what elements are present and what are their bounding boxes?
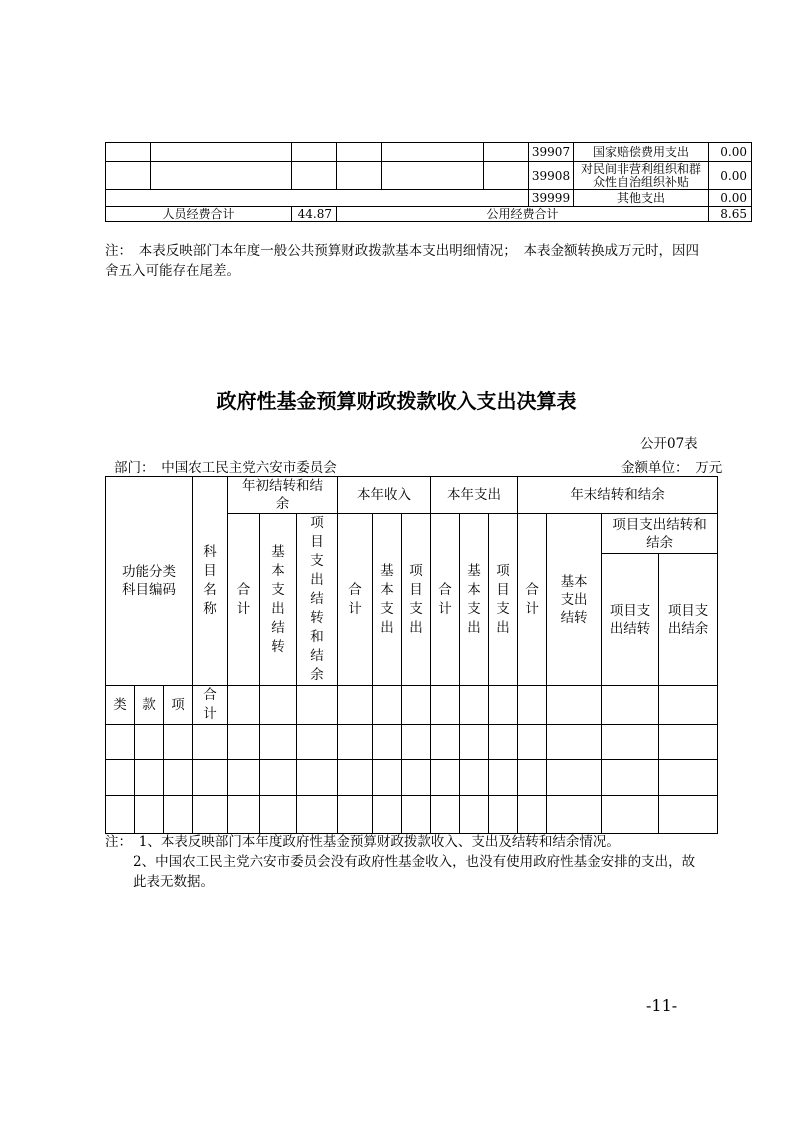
government-fund-table [105, 476, 718, 834]
table-row [106, 190, 752, 207]
income-total-header: 合计 [338, 514, 373, 686]
header-line: 科目编码 [122, 582, 176, 598]
expense-total-header: 合计 [431, 514, 460, 686]
heji-header: 合计 [193, 686, 228, 725]
note-line: 注： 1、本表反映部门本年度政府性基金预算财政拨款收入、支出及结转和结余情况。 [105, 834, 620, 850]
begin-basic-header: 基本支出结转 [260, 514, 297, 686]
public-total-value: 8.65 [709, 207, 752, 222]
end-project-balance-header [659, 554, 718, 686]
unit-label: 金额单位： 万元 [621, 460, 723, 476]
header-line: 年初结转和结 [242, 478, 324, 494]
note-line: 注： 本表反映部门本年度一般公共预算财政拨款基本支出明细情况； 本表金额转换成万元时，因四 [105, 243, 699, 259]
form-number: 公开07表 [640, 436, 698, 452]
table-row [106, 760, 718, 796]
header-line: 功能分类 [122, 564, 176, 580]
header-row-4 [106, 686, 718, 725]
page-number: -11- [646, 996, 678, 1015]
basic-expenditure-table-continued [105, 142, 752, 222]
table-cell: 0.00 [709, 143, 752, 162]
begin-carry-header [228, 477, 338, 514]
end-carry-header: 年末结转和结余 [518, 477, 718, 514]
income-basic-header: 基本支出 [373, 514, 402, 686]
kuan-header: 款 [135, 686, 164, 725]
lei-header: 类 [106, 686, 135, 725]
table-row [106, 796, 718, 834]
expense-basic-header: 基本支出 [460, 514, 489, 686]
end-project-header [602, 514, 718, 554]
header-line: 支出 [560, 591, 588, 608]
totals-row [106, 207, 752, 222]
cell-line: 众性自治组织补贴 [592, 174, 689, 189]
func-code-header [106, 477, 193, 686]
begin-total-header: 合计 [228, 514, 260, 686]
personnel-total-label: 人员经费合计 [106, 207, 292, 222]
begin-project-header: 项目支出结转和结余 [297, 514, 338, 686]
table-cell: 39908 [529, 162, 574, 190]
page-title: 政府性基金预算财政拨款收入支出决算表 [216, 389, 577, 413]
note-line: 此表无数据。 [133, 874, 214, 890]
expense-header: 本年支出 [431, 477, 518, 514]
table-row [106, 143, 752, 162]
note-1 [105, 241, 699, 281]
header-line: 结余 [646, 534, 674, 551]
end-project-carry-header [602, 554, 659, 686]
table-cell [574, 162, 709, 190]
note-line: 2、中国农工民主党六安市委员会没有政府性基金收入，也没有使用政府性基金安排的支出，故 [133, 854, 696, 870]
personnel-total-value: 44.87 [292, 207, 337, 222]
header-line: 结转 [560, 609, 588, 626]
table-row [106, 725, 718, 760]
note-2 [105, 832, 695, 892]
header-row-1 [106, 477, 718, 514]
department-label: 部门： 中国农工民主党六安市委员会 [114, 460, 337, 476]
header-line: 出结余 [667, 620, 709, 637]
table-cell: 39907 [529, 143, 574, 162]
expense-project-header: 项目支出 [489, 514, 518, 686]
table-cell: 其他支出 [574, 190, 709, 207]
header-line: 项目支 [609, 602, 651, 619]
xiang-header: 项 [164, 686, 193, 725]
cell-line: 对民间非营利组织和群 [580, 161, 701, 176]
note-line: 舍五入可能存在尾差。 [105, 263, 240, 279]
table-cell: 国家赔偿费用支出 [574, 143, 709, 162]
end-total-header: 合计 [518, 514, 547, 686]
subject-name-header: 科目名称 [193, 477, 228, 686]
header-line: 出结转 [609, 620, 651, 637]
income-project-header: 项目支出 [402, 514, 431, 686]
income-header: 本年收入 [338, 477, 431, 514]
header-line: 基本 [560, 573, 588, 590]
end-basic-header [547, 514, 602, 686]
header-line: 项目支 [667, 602, 709, 619]
table-row [106, 162, 752, 190]
table-cell: 0.00 [709, 162, 752, 190]
table-cell: 39999 [529, 190, 574, 207]
table-cell: 0.00 [709, 190, 752, 207]
header-line: 余 [275, 496, 290, 512]
header-line: 项目支出结转和 [612, 516, 707, 533]
public-total-label: 公用经费合计 [337, 207, 709, 222]
